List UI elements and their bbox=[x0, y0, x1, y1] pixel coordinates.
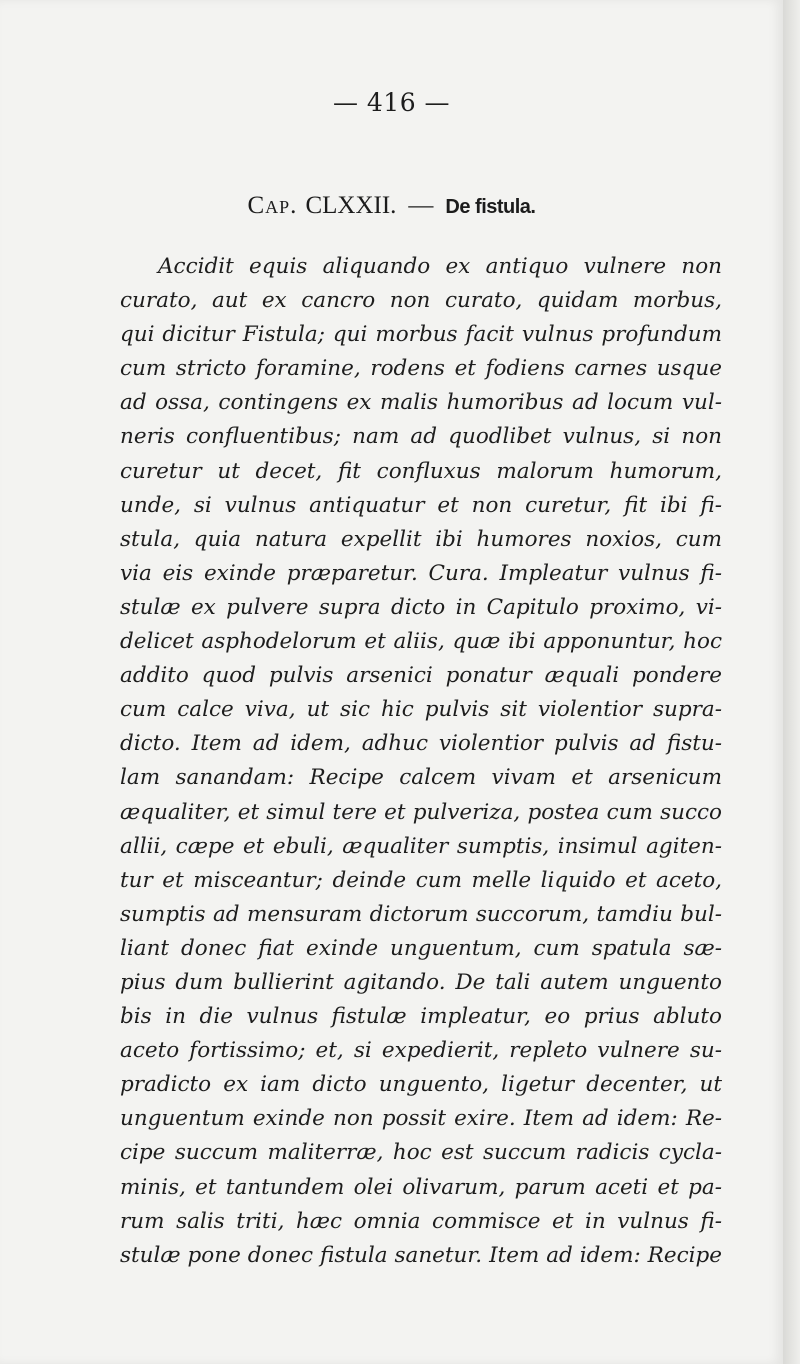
text-line: curetur ut decet, fit confluxus malorum humorum, bbox=[120, 458, 722, 484]
text-line: qui dicitur Fistula; qui morbus facit vulnus profundum bbox=[120, 322, 722, 348]
chapter-label: Cap. bbox=[247, 192, 298, 219]
text-line: dicto. Item ad idem, adhuc violentior pulvis ad fistu- bbox=[120, 731, 722, 757]
text-line: unguentum exinde non possit exire. Item ad idem: Re- bbox=[120, 1106, 722, 1132]
page-edge bbox=[783, 0, 800, 1364]
text-line: pradicto ex iam dicto unguento, ligetur decenter, ut bbox=[120, 1072, 722, 1098]
text-line: pius dum bullierint agitando. De tali autem unguento bbox=[120, 969, 722, 995]
text-line: stula, quia natura expellit ibi humores noxios, cum bbox=[120, 526, 722, 552]
text-line: Accidit equis aliquando ex antiquo vulnere non bbox=[158, 254, 722, 279]
chapter-dash: — bbox=[408, 192, 434, 219]
text-line: sumptis ad mensuram dictorum succorum, tamdiu bul- bbox=[120, 901, 722, 927]
text-line: lam sanandam: Recipe calcem vivam et arsenicum bbox=[120, 765, 722, 791]
text-line: cum calce viva, ut sic hic pulvis sit violentior supra- bbox=[120, 697, 722, 723]
text-line: minis, et tantundem olei olivarum, parum aceti et pa- bbox=[120, 1174, 722, 1200]
text-line: cipe succum maliterræ, hoc est succum radicis cycla- bbox=[120, 1140, 722, 1166]
chapter-heading bbox=[0, 192, 783, 220]
text-line: stulæ ex pulvere supra dicto in Capitulo proximo, vi- bbox=[120, 594, 722, 620]
chapter-title: De fistula. bbox=[445, 196, 536, 218]
text-line: neris confluentibus; nam ad quodlibet vulnus, si non bbox=[120, 424, 722, 450]
text-line: bis in die vulnus fistulæ impleatur, eo prius abluto bbox=[120, 1004, 722, 1030]
text-line: curato, aut ex cancro non curato, quidam morbus, bbox=[120, 288, 722, 314]
text-line: via eis exinde præparetur. Cura. Impleatur vulnus fi- bbox=[120, 560, 722, 586]
text-line: cum stricto foramine, rodens et fodiens carnes usque bbox=[120, 356, 722, 382]
text-line: addito quod pulvis arsenici ponatur æquali pondere bbox=[120, 663, 722, 689]
text-line: delicet asphodelorum et aliis, quæ ibi apponuntur, hoc bbox=[120, 629, 722, 655]
chapter-number: CLXXII. bbox=[305, 192, 397, 219]
text-line: liant donec fiat exinde unguentum, cum spatula sæ- bbox=[120, 935, 722, 961]
text-line: aceto fortissimo; et, si expedierit, repleto vulnere su- bbox=[120, 1038, 722, 1064]
page-number: — 416 — bbox=[332, 88, 451, 117]
chapter-body-text bbox=[120, 250, 722, 1273]
text-line: unde, si vulnus antiquatur et non curetur, fit ibi fi- bbox=[120, 492, 722, 518]
text-line: allii, cæpe et ebuli, æqualiter sumptis, insimul agiten- bbox=[120, 833, 722, 859]
text-line: æqualiter, et simul tere et pulveriza, postea cum succo bbox=[120, 799, 722, 825]
text-line: stulæ pone donec fistula sanetur. Item ad idem: Recipe bbox=[120, 1242, 722, 1268]
text-line: rum salis triti, hæc omnia commisce et in vulnus fi- bbox=[120, 1208, 722, 1234]
text-line: tur et misceantur; deinde cum melle liquido et aceto, bbox=[120, 867, 722, 893]
text-line: ad ossa, contingens ex malis humoribus ad locum vul- bbox=[120, 390, 722, 416]
